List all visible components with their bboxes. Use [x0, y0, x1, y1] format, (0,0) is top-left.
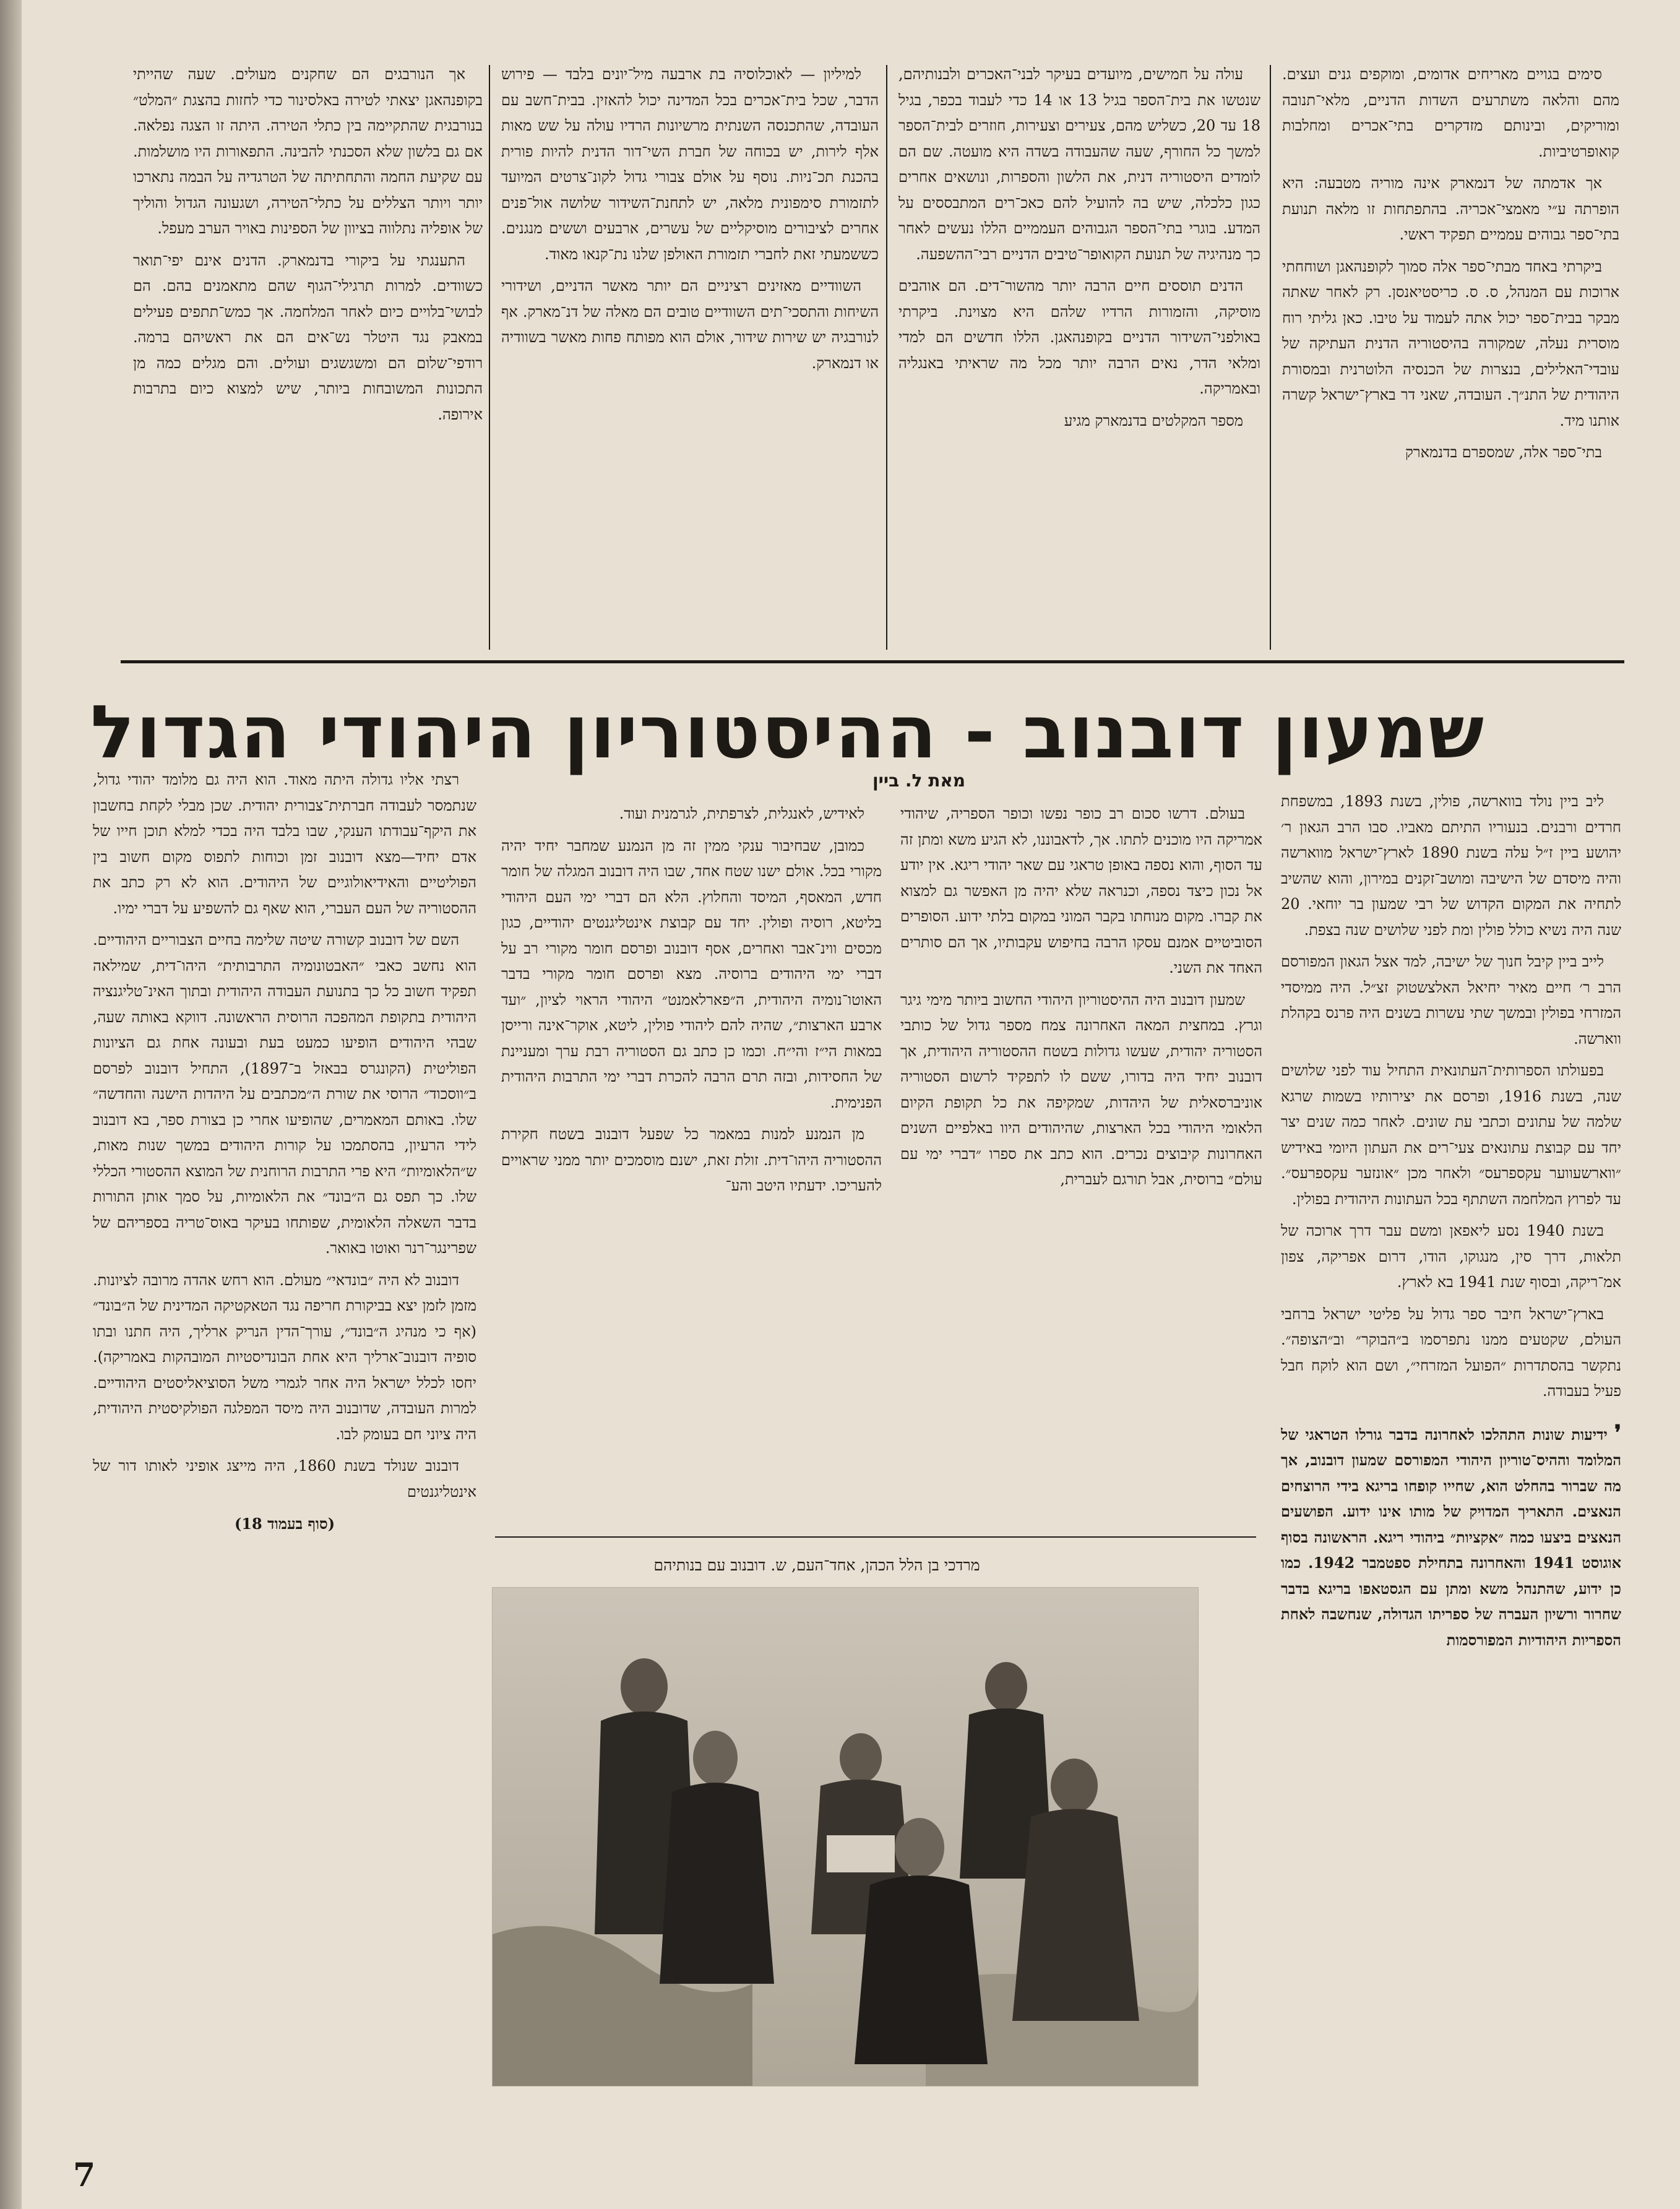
paragraph: כמובן, שבחיבור ענקי ממין זה מן הנמנע שמחבר יחיד יהיה מקורי בכל. אולם ישנו שטח אחד, שבו היה דובנוב המגלה של חומר חדש, המאסף, המיסד והחלוץ. הלא הם דברי ימי העם היהודי בליטא, רוסיה ופולין. יחד עם קבוצת אינטליגנטים יהודיים, כגון מכסים ווינ־אבר ואחרים, אסף דובנוב ופרסם חומר מקורי רב על דברי ימי היהודים ברוסיה. מצא ופרסם חומר מקורי בדבר האוטו־נומיה היהודית, ה״פארלאמנט״ היהודי הראוי לציון, ״ועד ארבע הארצות״, שהיה להם ליהודי פולין, ליטא, אוקר־אינה ורייסן במאות הי״ז והי״ח. וכמו כן כתב גם הסטוריה רבת ערך ומעניינת של החסידות, ובזה תרם הרבה להכרת דברי ימי התרבות היהודית הפנימית. — [501, 837, 882, 1111]
column-rule — [489, 65, 490, 650]
paragraph: למיליון — לאוכלוסיה בת ארבעה מיל־יונים בלבד — פירוש הדבר, שכל בית־אכרים בכל המדינה יכול להאזין. בבית־חשב עם העובדה, שהתכנסה השנתית מרשיונות הרדיו עולה על שש מאות אלף לירות, יש בכוחה של חברת השי־דור הדנית להיות פורית בהכנת תכ־ניות. נוסף על אולם צבורי גדול לקונ־צרטים המיועד לתזמורת סימפונית מלאה, יש לתחנת־השידור שלושה אול־פנים אחרים לציבורים מוסיקליים של עשרים, ארבעים וששים מנגנים. כששמעתי זאת לחברי תזמורת האולפן שלנו נת־קנאו מאוד. — [501, 66, 879, 263]
column-rule — [886, 65, 887, 650]
paragraph: השם של דובנוב קשורה שיטה שלימה בחיים הצבוריים היהודיים. הוא נחשב כאבי ״האבטונומיה התרבותית״ היהו־דית, שמילאה תפקיד חשוב כל כך בתנועת העבודה היהודית ובתוך האינ־טליגנציה היהודית בתקופת המהפכה הרוסית הראשונה. דווקא באותה שעה, שבהי היהודים הופיעו כמעט בעת ובעונה אחת גם הציונות הפוליטית (הקונגרס בבאזל ב־1897), התחיל דובנוב לפרסם ב״ווסכוד״ הרוסי את שורת ה״מכתבים על היהדות הישנה והחדשה״ שלו. באותם המאמרים, שהופיעו אחרי כן בצורת ספר, בא דובנוב לידי הרעיון, בהסתמכו על קורות היהודים במשך שנות מאות, ש״הלאומיות״ היא פרי התרבות הרוחנית של המוצא ההסטורי הכללי שלו. כך תפס גם ה״בונד״ את הלאומיות, על סמך אותן התורות בדבר השאלה הלאומית, שפותחו בעיקר באוס־טריה בספריהם של שפרינגר־רנר ואוטו באואר. — [93, 931, 476, 1257]
article-title: שמעון דובנוב - ההיסטוריון היהודי הגדול — [90, 689, 1485, 775]
paragraph: הדנים תוססים חיים הרבה יותר מהשור־דים. הם אוהבים מוסיקה, והזמורות הרדיו שלהם היא מצוינת. ביקרתי באולפני־השידור הדניים בקופנהאגן. הללו חדשים הם למדי ומלאי הדר, נאים הרבה יותר מכל מה שראיתי באנגליה ובאמריקה. — [898, 277, 1260, 397]
paragraph: בעולם. דרשו סכום רב כופר נפשו וכופר הספריה, שיהודי אמריקה היו מוכנים לתתו. אך, לדאבוננו, לא הגיע משא ומתן זה עד הסוף, והוא נספה באופן טראגי עם שאר יהודי ריגא. אין יודע אל נכון כיצד נספה, וכנראה שלא יהיה מן האפשר גם למצוא את קברו. מקום מנוחתו בקבר המוני במקום בלתי ידוע. הסופרים הסוביטיים אמנם עסקו הרבה בחיפוש עקבותיו, אך הם סותרים האחד את השני. — [900, 805, 1262, 976]
paragraph: לאידיש, לאנגלית, לצרפתית, לגרמנית ועוד. — [619, 805, 864, 822]
paragraph: ביקרתי באחד מבתי־ספר אלה סמוך לקופנהאגן ושוחחתי ארוכות עם המנהל, ס. ס. כריסטיאנסן. רק לאחר שאתה מבקר בבית־ספר יכול אתה לעמוד על טיבו. כאן גליתי רוח מוסרית נעלה, שמקורה בהיסטוריה הדנית העתיקה של עובדי־האלילים, בנצרות של הכנסיה הלוטרנית ובמסורת היהודית של התנ״ך. העובדה, שאני דר בארץ־ישראל קשרה אותנו מיד. — [1282, 257, 1619, 429]
paragraph: רצתי אליו גדולה היתה מאוד. הוא היה גם מלומד יהודי גדול, שנתמסר לעבודה חברתית־צבורית יהודית. שכן מבלי לקחת בחשבון את היקף־עבודתו הענקי, שבו בלבד היה בכדי למלא תוכן חייו של אדם יחיד—מצא דובנוב זמן וכוחות לתפוס מקום חשוב בין הפוליטיים והאידיאולוגיים של היהודים. הוא לא רק כתב את ההסטוריה של העם העברי, הוא שאף גם להשפיע על דברי ימיו. — [93, 771, 476, 917]
paragraph: לייב ביין קיבל חנוך של ישיבה, למד אצל הגאון המפורסם הרב ר׳ חיים מאיר יחיאל האלצשטוק זצ״ל. היה ממיסדי המזרחי בפולין ובמשך שתי עשרות בשנים היה פרנס בקהלת ווארשה. — [1281, 953, 1621, 1048]
photo-caption: מרדכי בן הלל הכהן, אחד־העם, ש. דובנוב עם בנותיהם — [653, 1556, 980, 1574]
paragraph: בפעולתו הספרותית־העתונאית התחיל עוד לפני שלושים שנה, בשנת 1916, ופרסם את יצירותיו בשמות שרגא שלמה של עתונים וכתבי עת שונים. לאחר כמה שנים יצר יחד עם קבוצת עתונאים צעי־רים את העתון היומי באידיש ״ווארשעווער עקספרעס״ ולאחר מכן ״אונזער עקספרעס״. עד לפרוץ המלחמה השתתף בכל העתונות היהודית בפולין. — [1281, 1062, 1621, 1208]
article-column-2 — [900, 801, 1262, 1531]
paragraph: התענגתי על ביקורי בדנמארק. הדנים אינם יפי־תואר כשוודים. למרות תרגילי־הגוף שהם מתאמנים בהם. הם לבושי־בלויים כיום לאחר המלחמה. אך כמש־תתפים פעילים במאבק נגד היטלר נש־אים הם את ראשיהם ברמה. רודפי־שלום הם ומשגשגים ועולים. והם מגלים כמה מן התכונות המשובחות ביותר, שיש למצוא כיום בתרבות אירופה. — [133, 251, 483, 423]
paragraph: עולה על חמישים, מיועדים בעיקר לבני־האכרים ולבנותיהם, שנטשו את בית־הספר בגיל 13 או 14 כדי לעבוד בכפר, בגיל 18 עד 20, כשליש מהם, צעירים וצעירות, חוזרים לבית־הספר למשך כל החורף, שעה שהעבודה בשדה היא מועטה. שם הם לומדים היסטוריה דנית, את הלשון והספרות, ונושאים אחרים כגון כלכלה, שיש בה להועיל להם כאכ־רים המתבססים על המדע. בוגרי בתי־הספר הגבוהים העממיים הללו נעשים לאחר כך מנהיגיה של תנועת הקואופר־טיבים הדניים רבי־ההשפעה. — [898, 66, 1260, 263]
page-binding — [0, 0, 22, 2209]
paragraph: בתי־ספר אלה, שמספרם בדנמארק — [1405, 444, 1602, 461]
paragraph: מן הנמנע למנות במאמר כל שפעל דובנוב בשטח חקירת ההסטוריה היהו־דית. זולת זאת, ישנם מוסמכים יותר ממני שראויים להעריכו. ידעתיו היטב והע־ — [501, 1126, 882, 1194]
intro-bold-paragraph — [1281, 1421, 1621, 1653]
paragraph: סימים בגויים מאריחים אדומים, ומוקפים גנים ועצים. מהם והלאה משתרעים השדות הדניים, מלאי־תנובה ומוריקים, ובינותם מזדקרים בתי־אכרים ומחלבות קואופרטיביות. — [1282, 66, 1619, 160]
paragraph: אך אדמתה של דנמארק אינה מוריה מטבעה: היא הופרתה ע״י מאמצי־אכריה. בהתפתחות זו מלאה תנועת בתי־ספר גבוהים עממיים תפקיד ראשי. — [1282, 174, 1619, 243]
paragraph: ליב ביין נולד בווארשה, פולין, בשנת 1893, במשפחת חרדים ורבנים. בנעוריו התיתם מאביו. סבו הרב הגאון ר׳ יהושע ביין ז״ל עלה בשנת 1890 לארץ־ישראל מווארשה והיה מיסדם של הישיבה ומושב־זקנים במירון, והוא שהשיב לתחיה את המקום הקדוש של רבי שמעון בר יוחאי. 20 שנה היה נשיא כולל פולין ומת לפני שלושים שנה בצפת. — [1281, 793, 1621, 939]
top-column-2 — [898, 62, 1260, 656]
group-portrait-photo — [492, 1587, 1199, 2086]
intro-bold-text: ידיעות שונות התהלכו לאחרונה בדבר גורלו הטראגי של המלומד וההיס־טוריון היהודי המפורסם שמעון דובנוב, אך מה שברור בהחלט הוא, שחייו קופחו בריגא בידי הרוצחים הנאצים. התאריך המדויק של מותו אינו ידוע. הפושעים הנאצים ביצעו כמה ״אקציות״ ביהודי ריגא. הראשונה בסוף אוגוסט 1941 והאחרונה בתחילת ספטמבר 1942. כמו כן ידוע, שהתנהל משא ומתן עם הגסטאפו בריגא בדבר שחרור ורשיון העברה של ספריתו הגדולה, שנחשבה לאחת הספריות היהודיות המפורסמות — [1281, 1425, 1621, 1649]
top-column-3 — [501, 62, 879, 656]
paragraph: מספר המקלטים בדנמארק מגיע — [1064, 411, 1243, 429]
paragraph: השוודיים מאזינים רציניים הם יותר מאשר הדניים, ושידורי השיחות והתסכי־תים השוודיים טובים הם מאלה של דנ־מארק. אף לנורבגיה יש שירות שידור, אולם הוא מפותח פחות מאשר בשוודיה או דנמארק. — [501, 277, 879, 372]
paragraph: בשנת 1940 נסע ליאפאן ומשם עבר דרך ארוכה של תלאות, דרך סין, מנגוקו, הודו, דרום אפריקה, צפון אמ־ריקה, ובסוף שנת 1941 בא לארץ. — [1281, 1222, 1621, 1291]
paragraph: אך הנורבגים הם שחקנים מעולים. שעה שהייתי בקופנהאגן יצאתי לטירה באלסינור כדי לחזות בהצגת ״המלט״ בנורבגית שהתקיימה בין כתלי הטירה. היתה זו הצגה נפלאה. אם גם בלשון שלא הסכנתי להבינה. התפאורות היו מושלמות. עם שקיעת החמה והתחתיתה של הטרגדיה על הבמה נתארכו יותר ויותר הצללים על כתלי־הטירה, ושגעונה הגדול והוליך של אופליה נתלווה בציוון של הספינות באויר הערב מעפל. — [133, 66, 483, 237]
paragraph: שמעון דובנוב היה ההיסטוריון היהודי החשוב ביותר מימי גיגר וגרץ. במחצית המאה האחרונה צמח מספר גדול של כותבי הסטוריה יהודית, שעשו גדולות בשטח ההסטוריה היהודית, אך דובנוב יחיד היה בדורו, ששם לו לתפקיד לרשום הסטוריה אוניברסאלית של היהדות, שמקיפה את כל תקופת הקיום הלאומי היהודי בכל הארצות, שהיהודים היוו באלפיים השנים האחרונות קיבוצים נכרים. הוא כתב את ספרו ״דברי ימי עם עולם״ ברוסית, אבל תורגם לעברית, — [900, 991, 1262, 1188]
top-column-1 — [1282, 62, 1619, 656]
article-byline: מאת ל. ביין — [872, 770, 965, 791]
section-divider — [121, 660, 1624, 663]
caption-rule — [495, 1536, 1256, 1538]
column-rule — [1270, 65, 1271, 650]
article-column-3 — [501, 801, 882, 1531]
page-number: 7 — [73, 2156, 96, 2194]
paragraph: בארץ־ישראל חיבר ספר גדול על פליטי ישראל ברחבי העולם, שקטעים ממנו נתפרסמו ב״הבוקר״ וב״הצופה״. נתקשר בהסתדרות ״הפועל המזרחי״, ושם הוא לוקח חבל פעיל בעבודה. — [1281, 1305, 1621, 1400]
author-bio — [1281, 789, 1621, 1405]
column-4-paragraphs — [93, 767, 476, 1505]
paragraph: דובנוב לא היה ״בונדאי״ מעולם. הוא רחש אהדה מרובה לציונות. מזמן לזמן יצא בביקורת חריפה נגד הטאקטיקה המדינית של ה״בונד״ (אף כי מנהיג ה״בונד״, עורך־הדין הנריק ארליך, היה חתנו ובתו סופיה דובנוב־ארליך היא אחת הבונדיסטיות המובהקות באמריקה). יחסו לכלל ישראל היה אחר לגמרי משל הסוציאליסטים היהודיים. למרות העובדה, שדובנוב היה מיסד המפלגה הפולקיסטית היהודית, היה ציוני חם בעומק לבו. — [93, 1271, 476, 1443]
paragraph: דובנוב שנולד בשנת 1860, היה מייצג אופיני לאותו דור של אינטליגנטים — [93, 1457, 476, 1501]
article-column-1 — [1281, 789, 1621, 2138]
top-column-4 — [133, 62, 483, 656]
drop-mark: ❜ — [1614, 1420, 1621, 1445]
group-portrait-image — [493, 1588, 1198, 2086]
article-column-4 — [93, 767, 476, 2107]
continuation-note: (סוף בעמוד 18) — [234, 1515, 335, 1533]
